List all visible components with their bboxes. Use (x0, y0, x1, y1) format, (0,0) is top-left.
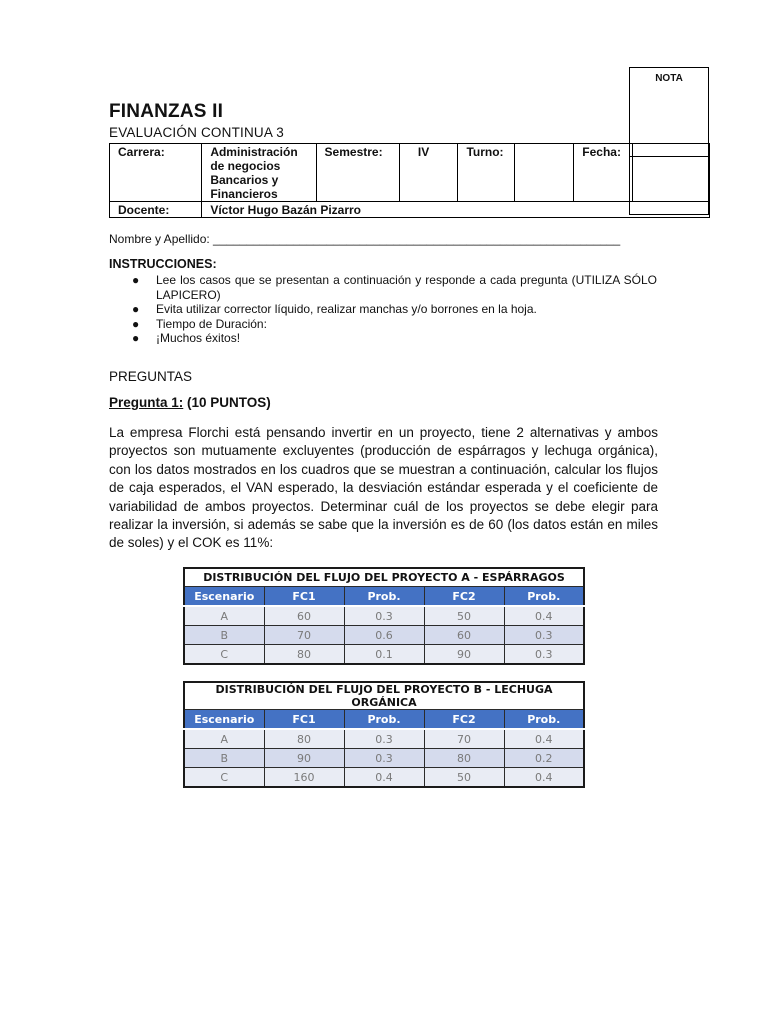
carrera-line: Financieros (210, 187, 278, 201)
table-row (184, 626, 584, 645)
instructions-title: INSTRUCCIONES: (109, 257, 217, 271)
instruction-item (132, 317, 657, 332)
column-header: Escenario (184, 710, 264, 730)
table-cell: 80 (424, 749, 504, 768)
column-header: Prob. (504, 587, 584, 607)
semestre-label: Semestre: (316, 144, 399, 202)
table-cell: 0.1 (344, 645, 424, 665)
table-cell: 0.3 (504, 645, 584, 665)
page-subtitle: EVALUACIÓN CONTINUA 3 (109, 125, 284, 140)
instruction-item (132, 302, 657, 317)
table-cell: C (184, 768, 264, 788)
semestre-value: IV (399, 144, 458, 202)
table-cell: 80 (264, 645, 344, 665)
question-points: (10 PUNTOS) (187, 395, 271, 410)
project-a-table (183, 567, 585, 665)
turno-label: Turno: (458, 144, 515, 202)
table-cell: A (184, 729, 264, 749)
table-cell: 0.2 (504, 749, 584, 768)
table-cell: B (184, 749, 264, 768)
carrera-line: Administración (210, 145, 298, 159)
table-cell: 50 (424, 606, 504, 626)
carrera-line: Bancarios y (210, 173, 279, 187)
column-header: FC1 (264, 587, 344, 607)
section-heading: PREGUNTAS (109, 369, 193, 384)
instruction-text: ¡Muchos éxitos! (156, 331, 241, 345)
column-header: FC2 (424, 587, 504, 607)
bullet-icon: ● (132, 331, 140, 345)
table-cell: 0.4 (504, 729, 584, 749)
table-cell: 0.4 (504, 606, 584, 626)
page-title: FINANZAS II (109, 101, 224, 122)
table-cell: 0.3 (344, 729, 424, 749)
fecha-value[interactable] (632, 144, 709, 202)
instruction-text: Evita utilizar corrector líquido, realizar manchas y/o borrones en la hoja. (156, 302, 537, 316)
table-cell: 0.4 (504, 768, 584, 788)
table-cell: 0.3 (344, 606, 424, 626)
project-b-table (183, 681, 585, 788)
column-header: FC2 (424, 710, 504, 730)
instruction-item (132, 273, 657, 302)
table-row (184, 749, 584, 768)
column-header: Prob. (344, 587, 424, 607)
table-row (184, 606, 584, 626)
table-title: DISTRIBUCIÓN DEL FLUJO DEL PROYECTO A - ESPÁRRAGOS (184, 568, 584, 587)
question-label: Pregunta 1: (109, 395, 184, 410)
table-cell: 160 (264, 768, 344, 788)
question-body: La empresa Florchi está pensando invertir en un proyecto, tiene 2 alternativas y ambos proyectos son mutuamente excluyentes (producción de espárragos y lechuga orgánica), con los datos mostrados en los cuadros que se muestran a continuación, calcular los flujos de caja esperados, el VAN esperado, la desviación estándar esperada y el coeficiente de variabilidad de ambos proyectos. Determinar cuál de los proyectos se debe elegir para realizar la inversión, si además se sabe que la inversión es de 60 (los datos están en miles de soles) y el COK es 11%: (109, 425, 658, 551)
instructions-list (132, 273, 657, 346)
instruction-text: Tiempo de Duración: (156, 316, 267, 331)
table-cell: A (184, 606, 264, 626)
table-cell: 50 (424, 768, 504, 788)
bullet-icon: ● (132, 273, 140, 287)
turno-value[interactable] (515, 144, 574, 202)
column-header: FC1 (264, 710, 344, 730)
carrera-line: de negocios (210, 159, 281, 173)
table-cell: 70 (424, 729, 504, 749)
table-cell: 0.6 (344, 626, 424, 645)
table-cell: 90 (424, 645, 504, 665)
table-cell: C (184, 645, 264, 665)
table-row (184, 729, 584, 749)
table-cell: 0.3 (344, 749, 424, 768)
bullet-icon: ● (132, 302, 140, 316)
column-header: Prob. (344, 710, 424, 730)
table-cell: 90 (264, 749, 344, 768)
table-cell: 60 (264, 606, 344, 626)
table-cell: 80 (264, 729, 344, 749)
docente-value: Víctor Hugo Bazán Pizarro (202, 202, 710, 218)
column-header: Prob. (504, 710, 584, 730)
grade-label: NOTA (655, 73, 683, 84)
docente-label: Docente: (110, 202, 202, 218)
column-header: Escenario (184, 587, 264, 607)
instruction-item (132, 331, 657, 346)
instruction-text: Lee los casos que se presentan a continuación y responde a cada pregunta (UTILIZA SÓLO LAPICERO) (156, 273, 657, 302)
table-row (184, 645, 584, 665)
carrera-value (202, 144, 316, 202)
fecha-label: Fecha: (574, 144, 633, 202)
carrera-label: Carrera: (110, 144, 202, 202)
table-cell: 70 (264, 626, 344, 645)
exam-header-table (109, 143, 710, 218)
question-heading (109, 395, 271, 410)
table-cell: 0.3 (504, 626, 584, 645)
bullet-icon: ● (132, 316, 140, 331)
student-name-field[interactable]: Nombre y Apellido: _____________________________________________________________ (109, 232, 621, 246)
table-cell: 0.4 (344, 768, 424, 788)
table-cell: B (184, 626, 264, 645)
table-cell: 60 (424, 626, 504, 645)
table-title: DISTRIBUCIÓN DEL FLUJO DEL PROYECTO B - LECHUGA ORGÁNICA (184, 682, 584, 710)
table-row (184, 768, 584, 788)
